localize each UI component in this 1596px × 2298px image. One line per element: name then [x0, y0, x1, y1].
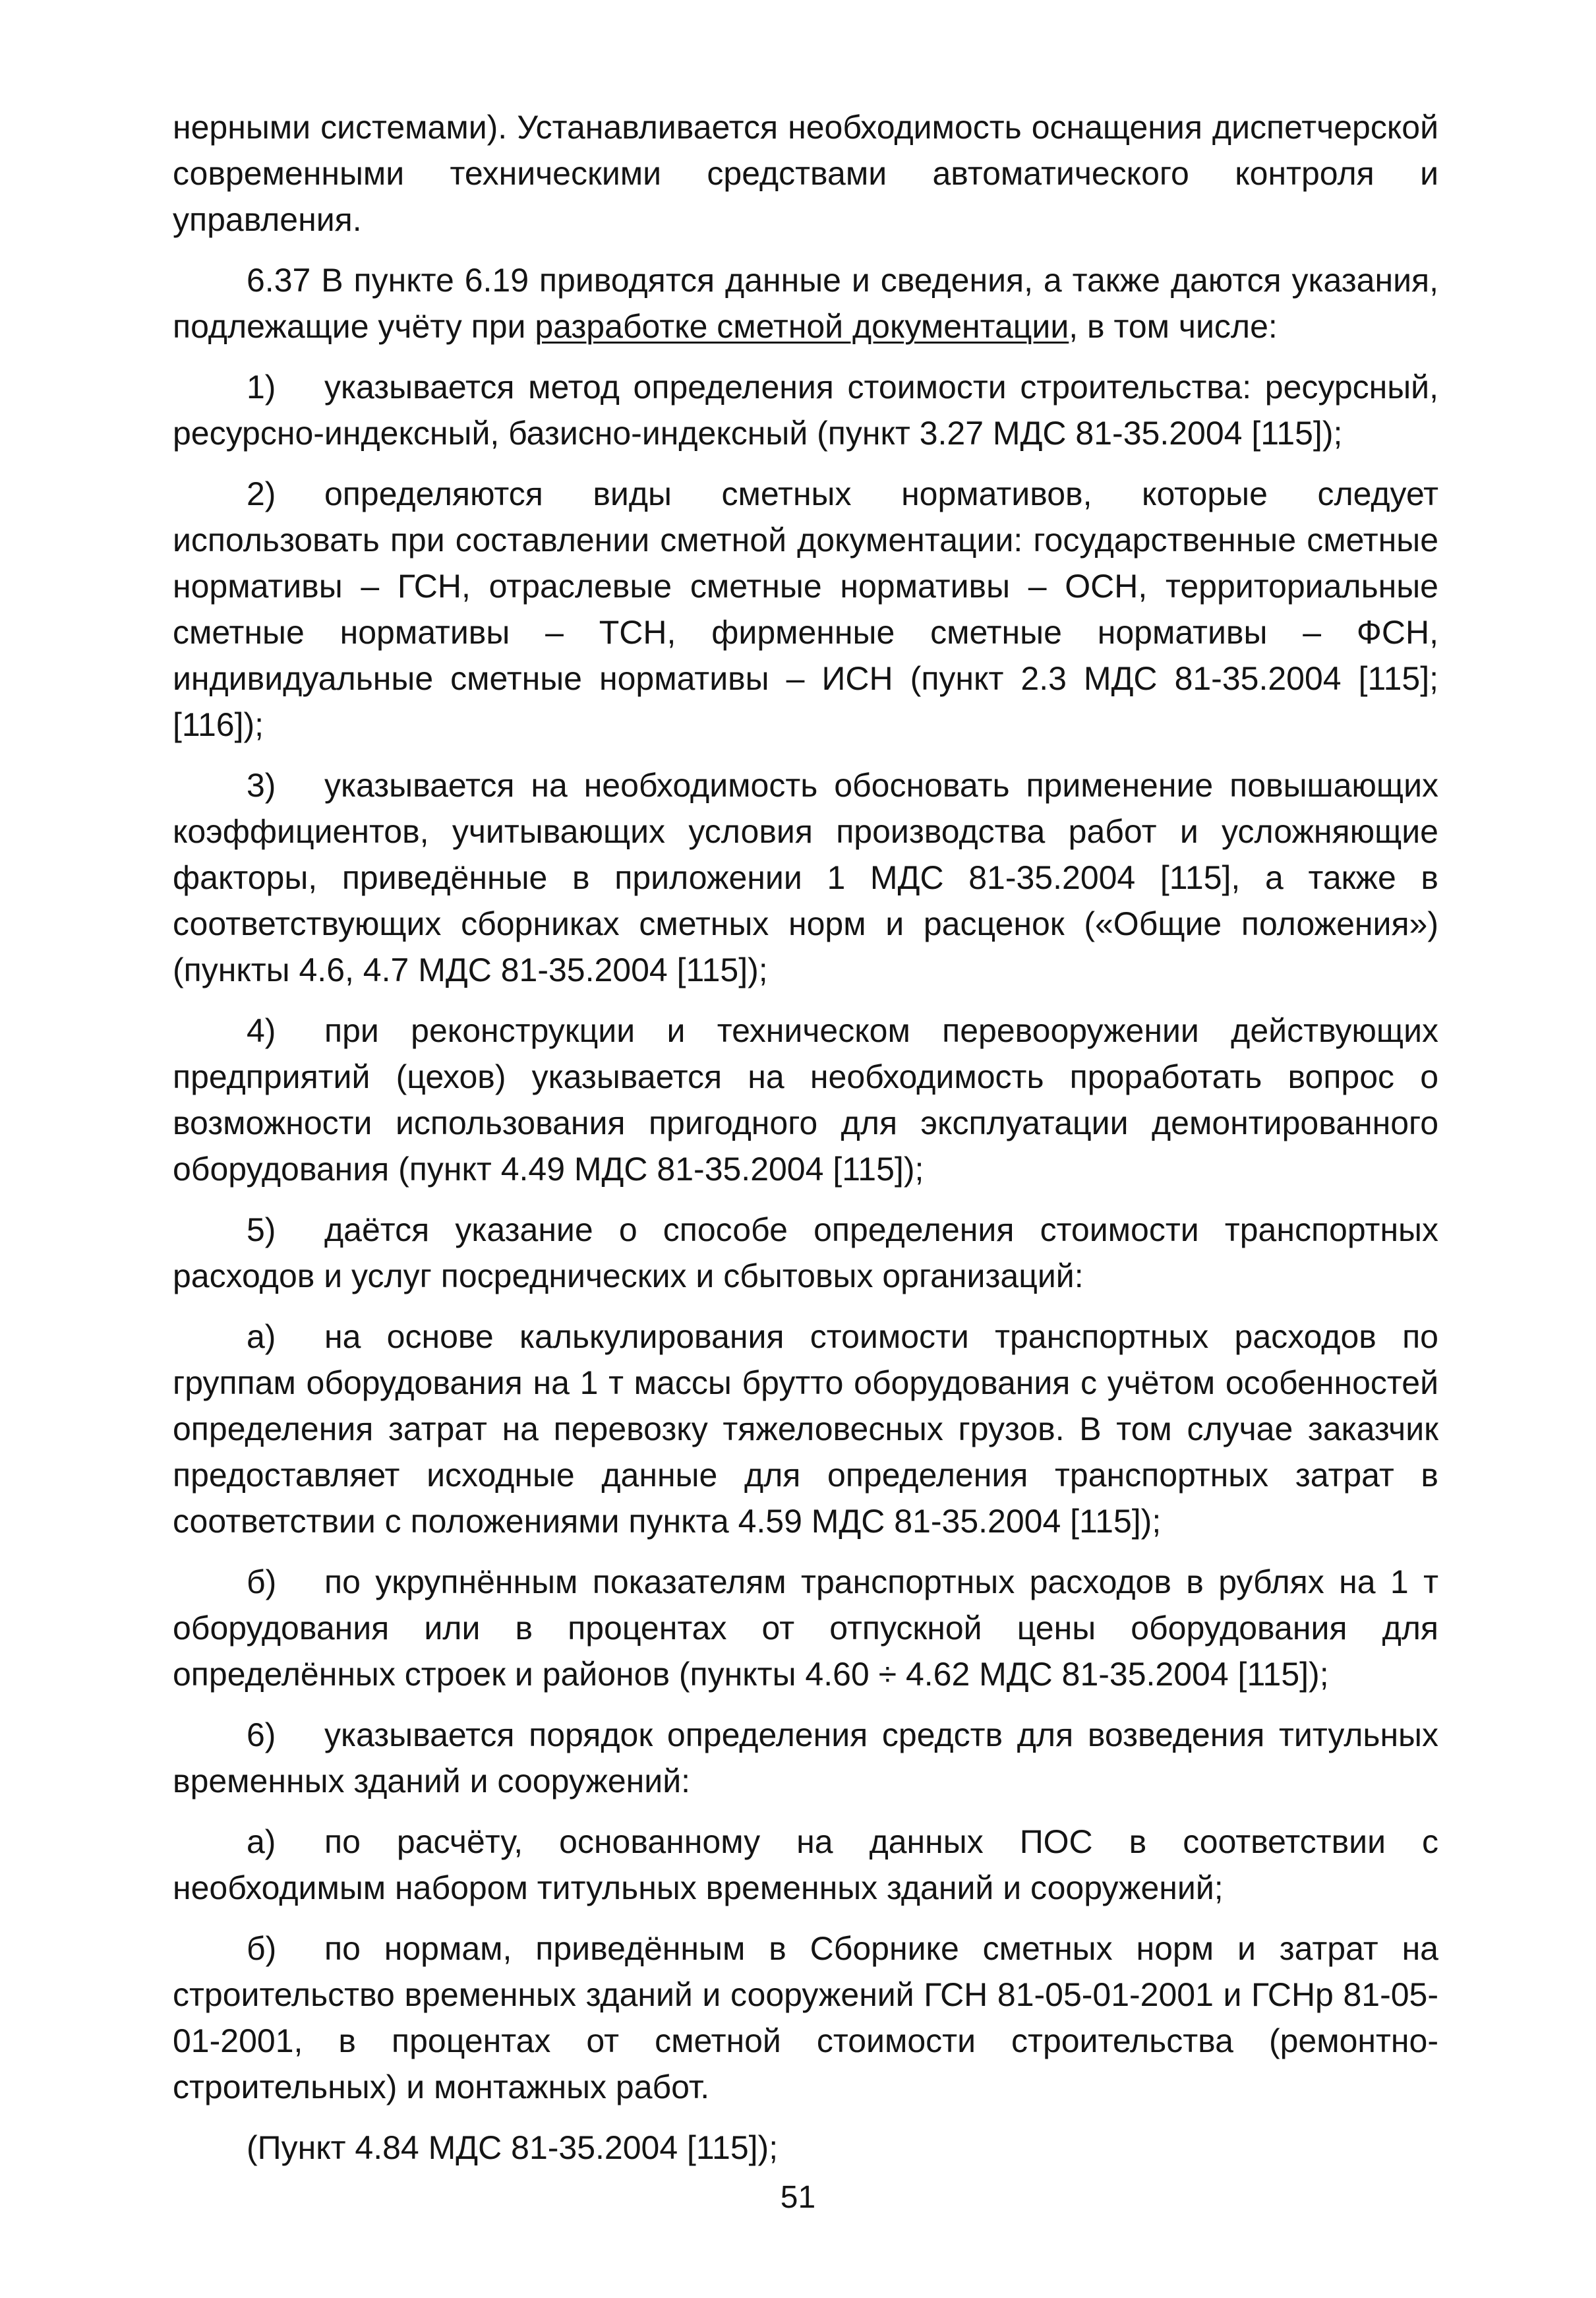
list-item-number: 1) [247, 369, 276, 406]
body-text [173, 104, 1438, 2185]
list-item-number: 5) [247, 1211, 276, 1248]
list-item-5a [173, 1314, 1438, 1544]
page-number: 51 [780, 2180, 816, 2215]
list-item-text: определяются виды сметных нормативов, которые следует использовать при составлении сметной документации: государственные сметные нормативы – ГСН, отраслевые сметные нормативы – ОСН, территориальные сметные нормативы – ТСН, фирменные сметные нормативы – ФСН, индивидуальные сметные нормативы – ИСН (пункт 2.3 МДС 81-35.2004 [115]; [116]); [173, 475, 1438, 743]
list-item-2 [173, 471, 1438, 748]
list-item-6a [173, 1819, 1438, 1911]
list-item-5 [173, 1207, 1438, 1299]
list-item-5b [173, 1559, 1438, 1697]
list-item-number: б) [247, 1930, 277, 1967]
paragraph-6-37 [173, 257, 1438, 349]
list-item-text: по нормам, приведённым в Сборнике сметных норм и затрат на строительство временных зданий и сооружений ГСН 81-05-01-2001 и ГСНр 81-05-01-2001, в процентах от сметной стоимости строительства (ремонтно-строительных) и монтажных работ. [173, 1930, 1438, 2105]
list-item-number: 2) [247, 475, 276, 512]
paragraph-6-37-end: , в том числе: [1069, 308, 1278, 345]
list-item-6b [173, 1925, 1438, 2110]
paragraph-6-37-start: 6.37 В пункте 6.19 приводятся данные и сведения, а также даются указания, подлежащие учёту при [173, 262, 1438, 345]
paragraph-continuation: нерными системами). Устанавливается необходимость оснащения диспетчерской современными техническими средствами автоматического контроля и управления. [173, 109, 1438, 238]
list-item-number: а) [247, 1318, 276, 1355]
list-item-number: 3) [247, 767, 276, 804]
list-item-text: даётся указание о способе определения стоимости транспортных расходов и услуг посреднических и сбытовых организаций: [173, 1211, 1438, 1294]
list-item-text: указывается на необходимость обосновать применение повышающих коэффициентов, учитывающих условия производства работ и усложняющие факторы, приведённые в приложении 1 МДС 81-35.2004 [115], а также в соответствующих сборниках сметных норм и расценок («Общие положения») (пункты 4.6, 4.7 МДС 81-35.2004 [115]); [173, 767, 1438, 988]
list-item-number: 6) [247, 1716, 276, 1753]
list-item-number: б) [247, 1563, 277, 1600]
list-item-1 [173, 364, 1438, 456]
list-item-text: при реконструкции и техническом перевооружении действующих предприятий (цехов) указывается на необходимость проработать вопрос о возможности использования пригодного для эксплуатации демонтированного оборудования (пункт 4.49 МДС 81-35.2004 [115]); [173, 1012, 1438, 1188]
list-item-text: указывается метод определения стоимости строительства: ресурсный, ресурсно-индексный, базисно-индексный (пункт 3.27 МДС 81-35.2004 [115]); [173, 369, 1438, 452]
list-item-number: 4) [247, 1012, 276, 1049]
list-item-6 [173, 1712, 1438, 1804]
list-item-number: а) [247, 1823, 276, 1860]
list-item-text: по укрупнённым показателям транспортных расходов в рублях на 1 т оборудования или в процентах от отпускной цены оборудования для определённых строек и районов (пункты 4.60 ÷ 4.62 МДС 81-35.2004 [115]); [173, 1563, 1438, 1693]
list-item-text: по расчёту, основанному на данных ПОС в соответствии с необходимым набором титульных временных зданий и сооружений; [173, 1823, 1438, 1906]
list-item-text: указывается порядок определения средств для возведения титульных временных зданий и сооружений: [173, 1716, 1438, 1799]
list-item-3 [173, 762, 1438, 993]
paragraph-reference: (Пункт 4.84 МДС 81-35.2004 [115]); [247, 2129, 779, 2166]
list-item-text: на основе калькулирования стоимости транспортных расходов по группам оборудования на 1 т массы брутто оборудования с учётом особенностей определения затрат на перевозку тяжеловесных грузов. В том случае заказчик предоставляет исходные данные для определения транспортных затрат в соответствии с положениями пункта 4.59 МДС 81-35.2004 [115]); [173, 1318, 1438, 1540]
list-item-4 [173, 1008, 1438, 1192]
underlined-phrase: разработке сметной документации [535, 308, 1069, 345]
